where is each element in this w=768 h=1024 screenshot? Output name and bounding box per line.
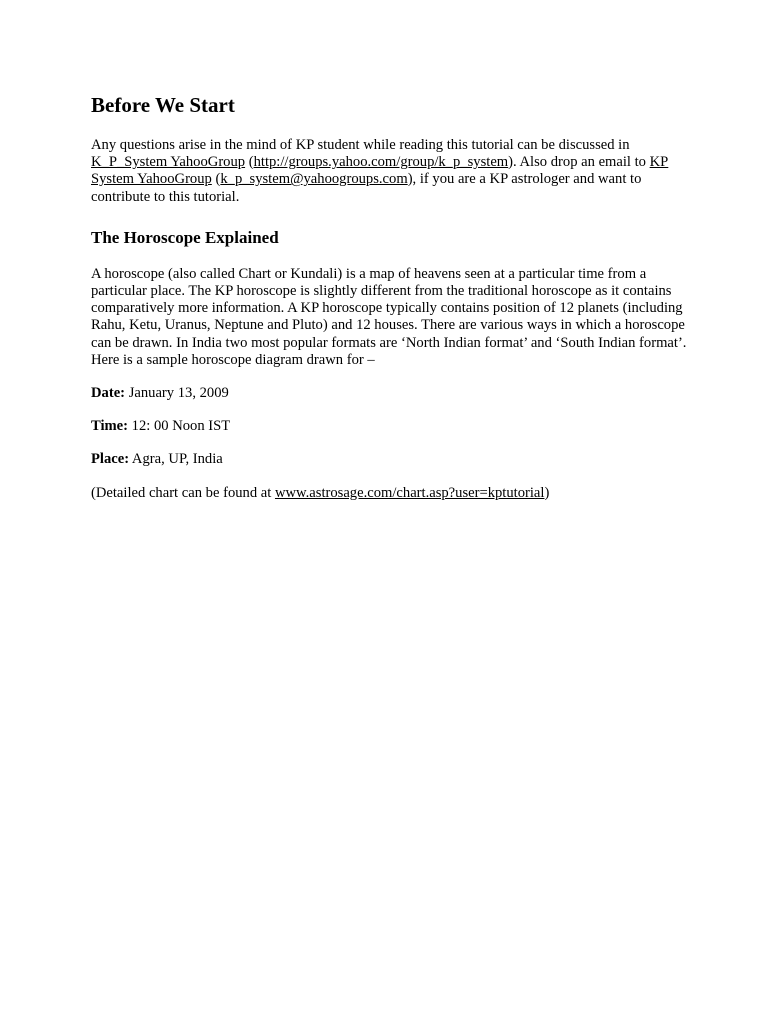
place-line	[91, 451, 691, 468]
intro-text-3: ). Also drop an email to	[508, 154, 650, 171]
time-line	[91, 418, 691, 435]
intro-text-1: Any questions arise in the mind of KP student while reading this tutorial can be discussed in	[91, 137, 630, 153]
detail-suffix: )	[544, 484, 550, 501]
yahoogroup-url-link[interactable]: http://groups.yahoo.com/group/k_p_system	[253, 154, 509, 171]
intro-text-2: (	[245, 154, 254, 171]
place-label: Place:	[91, 451, 130, 468]
astrosage-chart-link[interactable]: www.astrosage.com/chart.asp?user=kptutorial	[274, 484, 545, 501]
time-value: 12: 00 Noon IST	[128, 418, 231, 435]
detail-prefix: (Detailed chart can be found at	[91, 484, 275, 501]
email-link[interactable]: k_p_system@yahoogroups.com	[220, 171, 408, 188]
date-line	[91, 385, 691, 402]
intro-text-4: (	[211, 171, 221, 188]
intro-text-5: ), if you are a KP astrologer and want to contribute to this tutorial.	[91, 171, 642, 205]
place-value: Agra, UP, India	[129, 451, 223, 468]
date-label: Date:	[91, 385, 126, 402]
section-heading-before-we-start: Before We Start	[91, 93, 235, 117]
horoscope-paragraph: A horoscope (also called Chart or Kundali) is a map of heavens seen at a particular time from a particular place. The KP horoscope is slightly different from the traditional horoscope as it contains comparatively more information. A KP horoscope typically contains position of 12 planets (including Rahu, Ketu, Uranus, Neptune and Pluto) and 12 houses. There are various ways in which a horoscope can be drawn. In India two most popular formats are ‘North Indian format’ and ‘South Indian format’. Here is a sample horoscope diagram drawn for –	[91, 265, 687, 368]
date-value: January 13, 2009	[125, 385, 229, 402]
section-heading-horoscope-explained: The Horoscope Explained	[91, 227, 279, 247]
document-page	[91, 92, 691, 518]
yahoogroup-link[interactable]: K_P_System YahooGroup	[91, 154, 246, 171]
intro-paragraph	[91, 137, 691, 206]
time-label: Time:	[91, 418, 129, 435]
kp-system-yahoogroup-link[interactable]: KP System YahooGroup	[91, 154, 669, 188]
detail-line	[91, 485, 691, 502]
